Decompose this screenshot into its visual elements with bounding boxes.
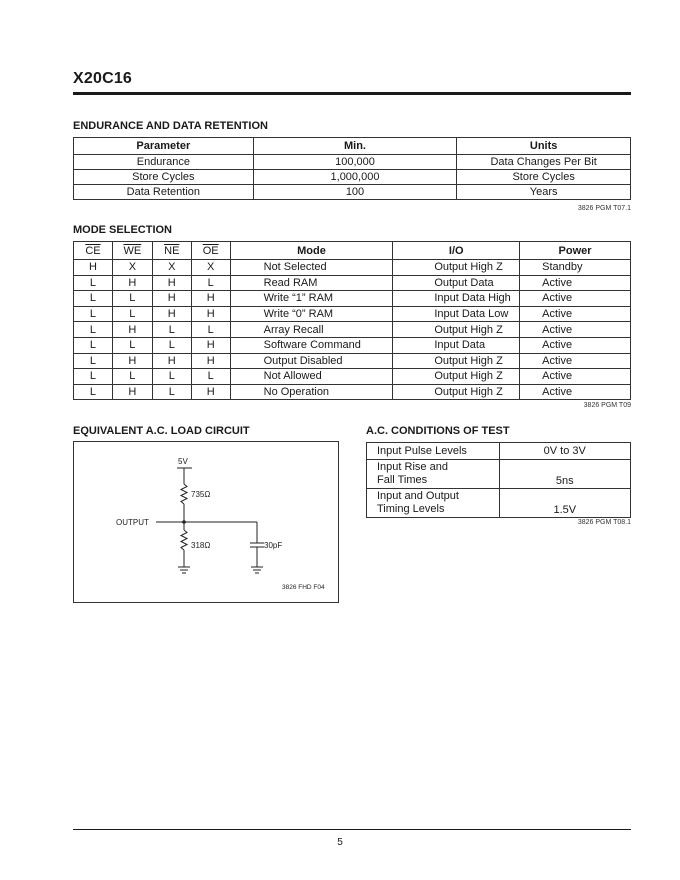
table-cell: H: [152, 353, 191, 369]
table-cell: Data Changes Per Bit: [457, 155, 631, 170]
table-cell: L: [74, 384, 113, 400]
table-cell: L: [191, 322, 230, 338]
ce-label: $\overline{CE}$: [85, 244, 101, 257]
resistor-735-icon: [181, 484, 187, 504]
table-cell: Years: [457, 185, 631, 200]
table-cell: L: [74, 337, 113, 353]
column-header-ne: [152, 242, 191, 260]
table-cell: L: [74, 306, 113, 322]
table-cell: 0V to 3V: [499, 443, 630, 460]
endurance-heading: ENDURANCE AND DATA RETENTION: [73, 120, 268, 132]
table-cell: L: [152, 369, 191, 385]
table-cell: H: [112, 353, 152, 369]
table-row: [74, 185, 631, 200]
table-cell: Endurance: [74, 155, 254, 170]
table-cell: Not Selected: [230, 260, 393, 276]
table-cell: L: [74, 275, 113, 291]
endurance-table: [73, 137, 631, 200]
table-cell: Active: [520, 369, 631, 385]
circuit-svg: [74, 442, 338, 602]
load-circuit-diagram: [73, 441, 339, 603]
table-cell: Active: [520, 337, 631, 353]
table-cell: L: [191, 369, 230, 385]
table-cell: H: [191, 306, 230, 322]
column-header-io: I/O: [393, 242, 520, 260]
table-cell: H: [191, 291, 230, 307]
we-label: $\overline{WE}$: [123, 244, 142, 257]
table-cell: Write “0” RAM: [230, 306, 393, 322]
table-cell: H: [152, 275, 191, 291]
table-cell: Store Cycles: [457, 170, 631, 185]
table-cell: [367, 489, 500, 518]
table-cell: L: [152, 384, 191, 400]
table-cell: L: [74, 369, 113, 385]
mode-selection-table: [73, 241, 631, 400]
table-cell: Array Recall: [230, 322, 393, 338]
column-header: Units: [457, 138, 631, 155]
table-cell: H: [112, 322, 152, 338]
table-cell: X: [191, 260, 230, 276]
column-header-ce: [74, 242, 113, 260]
table-cell: 100: [253, 185, 457, 200]
r-bottom-label: 318Ω: [191, 541, 211, 550]
column-header-power: Power: [520, 242, 631, 260]
table-cell: Not Allowed: [230, 369, 393, 385]
column-header: Parameter: [74, 138, 254, 155]
table-cell: H: [191, 337, 230, 353]
table-row: [367, 489, 631, 518]
column-header-oe: [191, 242, 230, 260]
table-cell: H: [112, 275, 152, 291]
table-row: [74, 337, 631, 353]
table-cell: Output High Z: [393, 322, 520, 338]
footer-rule: [73, 829, 631, 830]
table-cell: H: [152, 291, 191, 307]
table-cell: H: [191, 353, 230, 369]
table-row: [74, 353, 631, 369]
table-cell: L: [74, 291, 113, 307]
table-cell: Data Retention: [74, 185, 254, 200]
ac-table-ref: 3826 PGM T08.1: [577, 519, 631, 526]
table-cell: Output High Z: [393, 369, 520, 385]
mode-table-ref: 3826 PGM T09: [583, 402, 631, 409]
oe-label: $\overline{OE}$: [202, 244, 219, 257]
table-cell: L: [74, 353, 113, 369]
cap-label: 30pF: [264, 541, 283, 550]
table-row: [74, 291, 631, 307]
table-header-row: [74, 242, 631, 260]
ac-conditions-table: [366, 442, 631, 518]
table-cell: H: [112, 384, 152, 400]
table-cell: L: [112, 291, 152, 307]
circuit-heading: EQUIVALENT A.C. LOAD CIRCUIT: [73, 425, 250, 437]
table-cell: Output High Z: [393, 353, 520, 369]
table-cell: Active: [520, 322, 631, 338]
endurance-table-ref: 3826 PGM T07.1: [577, 205, 631, 212]
document-title: X20C16: [73, 70, 133, 87]
ne-label: $\overline{NE}$: [164, 244, 180, 257]
table-cell: X: [152, 260, 191, 276]
ac-label: Input Rise and: [377, 461, 448, 473]
ac-label: Input and Output: [377, 490, 459, 502]
table-cell: 100,000: [253, 155, 457, 170]
ac-label: Timing Levels: [377, 503, 445, 515]
table-cell: Active: [520, 275, 631, 291]
table-row: [74, 322, 631, 338]
table-cell: Output High Z: [393, 260, 520, 276]
table-cell: Active: [520, 384, 631, 400]
table-header-row: [74, 138, 631, 155]
ac-heading: A.C. CONDITIONS OF TEST: [366, 425, 510, 437]
circuit-ref: 3826 FHD F04: [282, 584, 325, 591]
table-cell: H: [74, 260, 113, 276]
table-cell: Output Disabled: [230, 353, 393, 369]
table-cell: 1,000,000: [253, 170, 457, 185]
table-cell: Output Data: [393, 275, 520, 291]
supply-label: 5V: [178, 457, 188, 466]
table-row: [74, 155, 631, 170]
table-cell: Active: [520, 291, 631, 307]
table-cell: L: [152, 322, 191, 338]
page-number: 5: [337, 837, 343, 848]
table-cell: Read RAM: [230, 275, 393, 291]
table-cell: H: [191, 384, 230, 400]
table-cell: L: [152, 337, 191, 353]
table-cell: Active: [520, 306, 631, 322]
mode-table-body: [74, 260, 631, 400]
table-row: [74, 384, 631, 400]
r-top-label: 735Ω: [191, 490, 211, 499]
ac-label: Input Pulse Levels: [377, 444, 467, 457]
table-cell: Active: [520, 353, 631, 369]
table-cell: Software Command: [230, 337, 393, 353]
table-cell: L: [74, 322, 113, 338]
ac-label: Fall Times: [377, 474, 428, 486]
column-header-we: [112, 242, 152, 260]
table-cell: [367, 460, 500, 489]
table-cell: Output High Z: [393, 384, 520, 400]
table-row: [74, 260, 631, 276]
table-cell: L: [112, 306, 152, 322]
column-header: Min.: [253, 138, 457, 155]
table-cell: Input Data High: [393, 291, 520, 307]
table-cell: [367, 443, 500, 460]
mode-heading: MODE SELECTION: [73, 224, 173, 236]
table-cell: No Operation: [230, 384, 393, 400]
table-row: [74, 306, 631, 322]
resistor-318-icon: [181, 530, 187, 550]
table-row: [74, 369, 631, 385]
table-cell: Write “1” RAM: [230, 291, 393, 307]
table-row: [367, 443, 631, 460]
table-cell: Standby: [520, 260, 631, 276]
table-cell: H: [152, 306, 191, 322]
table-cell: L: [191, 275, 230, 291]
header-rule: [73, 92, 631, 95]
table-cell: Store Cycles: [74, 170, 254, 185]
table-row: [74, 275, 631, 291]
table-row: [74, 170, 631, 185]
table-cell: Input Data: [393, 337, 520, 353]
junction-dot: [182, 520, 186, 524]
table-cell: Input Data Low: [393, 306, 520, 322]
table-cell: 5ns: [499, 460, 630, 489]
output-label: OUTPUT: [116, 518, 149, 527]
table-cell: 1.5V: [499, 489, 630, 518]
table-row: [367, 460, 631, 489]
table-cell: L: [112, 369, 152, 385]
table-cell: X: [112, 260, 152, 276]
column-header-mode: Mode: [230, 242, 393, 260]
table-cell: L: [112, 337, 152, 353]
